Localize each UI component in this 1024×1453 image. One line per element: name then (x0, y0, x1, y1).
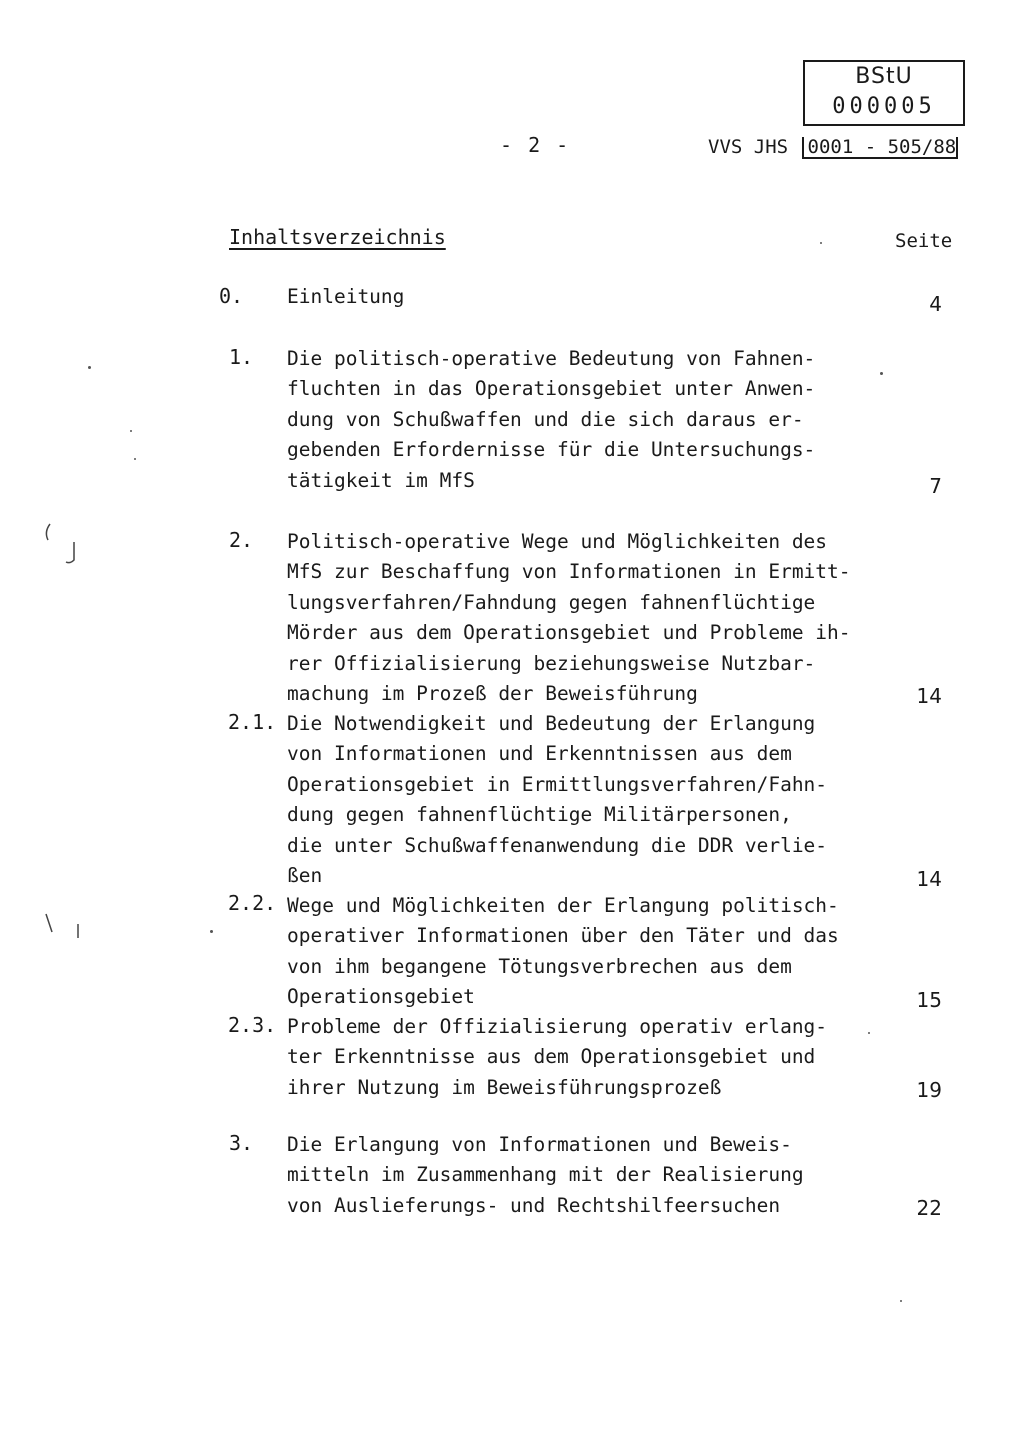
toc-entry-line: MfS zur Beschaffung von Informationen in Ermitt- (287, 560, 851, 584)
toc-entry-line: ihrer Nutzung im Beweisführungsprozeß (287, 1075, 722, 1099)
toc-entry-line: lungsverfahren/Fahndung gegen fahnenflüchtige (287, 590, 816, 614)
toc-entry-line: Einleitung (287, 285, 405, 308)
toc-entry-line: gebenden Erfordernisse für die Untersuchungs- (287, 438, 816, 462)
toc-entry-number: 0. (219, 284, 244, 308)
archive-stamp (803, 60, 965, 126)
toc-entry-line: Die politisch-operative Bedeutung von Fahnen- (287, 347, 816, 370)
scan-speck (134, 458, 136, 460)
toc-entry-page: 22 (916, 1196, 942, 1220)
toc-entry-page: 4 (929, 292, 942, 316)
toc-entry-line: machung im Prozeß der Beweisführung (287, 682, 698, 706)
stamp-page-id: 000005 (832, 94, 936, 119)
toc-entry-page: 14 (916, 684, 942, 708)
toc-entry-title (287, 709, 887, 891)
scan-speck (880, 372, 883, 375)
toc-entry-line: rer Offizialisierung beziehungsweise Nutzbar- (287, 651, 816, 675)
stamp-archive-label: BStU (855, 64, 913, 89)
toc-entry-page: 14 (916, 867, 942, 891)
toc-entry-line: ßen (287, 864, 323, 888)
toc-entry-line: Operationsgebiet (287, 985, 475, 1009)
toc-entry-line: von Auslieferungs- und Rechtshilfeersuchen (287, 1193, 781, 1217)
toc-entry-line: ter Erkenntnisse aus dem Operationsgebiet und (287, 1045, 816, 1069)
reference-number: 0001 - 505/88 (802, 137, 959, 159)
punch-hole-mark (40, 520, 80, 570)
scan-speck (820, 242, 822, 244)
toc-entry-line: Wege und Möglichkeiten der Erlangung politisch- (287, 894, 839, 917)
toc-entry-line: Operationsgebiet in Ermittlungsverfahren/Fahn- (287, 772, 828, 796)
toc-entry-page: 15 (916, 988, 942, 1012)
toc-title: Inhaltsverzeichnis (229, 225, 446, 249)
toc-entry-line: fluchten in das Operationsgebiet unter Anwen- (287, 377, 816, 401)
scan-speck (210, 930, 213, 933)
reference-prefix: VVS JHS (708, 136, 789, 158)
scan-speck (88, 366, 91, 369)
toc-entry-title (287, 1012, 887, 1103)
document-reference (708, 136, 958, 159)
toc-entry-page: 19 (916, 1078, 942, 1102)
toc-entry-number: 2.3. (228, 1013, 277, 1037)
punch-hole-mark (40, 910, 84, 946)
toc-entry-line: mitteln im Zusammenhang mit der Realisierung (287, 1163, 804, 1187)
toc-entry-line: Die Notwendigkeit und Bedeutung der Erlangung (287, 712, 816, 735)
toc-entry-line: tätigkeit im MfS (287, 468, 475, 492)
scan-speck (130, 430, 132, 432)
toc-entry-number: 2.1. (228, 710, 277, 734)
toc-entry-number: 2.2. (228, 891, 277, 915)
scan-speck (868, 1032, 870, 1034)
toc-entry-title (287, 282, 887, 312)
toc-entry-title (287, 891, 887, 1013)
toc-entry-line: dung gegen fahnenflüchtige Militärpersonen, (287, 803, 792, 827)
toc-entry-title (287, 344, 887, 496)
page-number: - 2 - (500, 133, 571, 157)
toc-entry-line: operativer Informationen über den Täter und das (287, 924, 839, 948)
toc-entry-page: 7 (929, 474, 942, 498)
toc-entry-title (287, 527, 887, 709)
toc-entry-line: Die Erlangung von Informationen und Beweis- (287, 1133, 792, 1156)
toc-entry-number: 3. (229, 1131, 254, 1155)
toc-entry-line: Probleme der Offizialisierung operativ erlang- (287, 1015, 828, 1038)
toc-entry-line: Politisch-operative Wege und Möglichkeiten des (287, 530, 828, 553)
toc-entry-line: dung von Schußwaffen und die sich daraus er- (287, 407, 804, 431)
toc-entry-number: 2. (229, 528, 254, 552)
toc-entry-title (287, 1130, 887, 1221)
toc-entry-line: Mörder aus dem Operationsgebiet und Probleme ih- (287, 621, 851, 645)
toc-entry-line: die unter Schußwaffenanwendung die DDR verlie- (287, 833, 828, 857)
toc-entry-line: von ihm begangene Tötungsverbrechen aus dem (287, 954, 792, 978)
page-column-label: Seite (895, 230, 953, 252)
toc-entry-line: von Informationen und Erkenntnissen aus dem (287, 742, 792, 766)
toc-entry-number: 1. (229, 345, 254, 369)
scan-speck (900, 1300, 902, 1302)
